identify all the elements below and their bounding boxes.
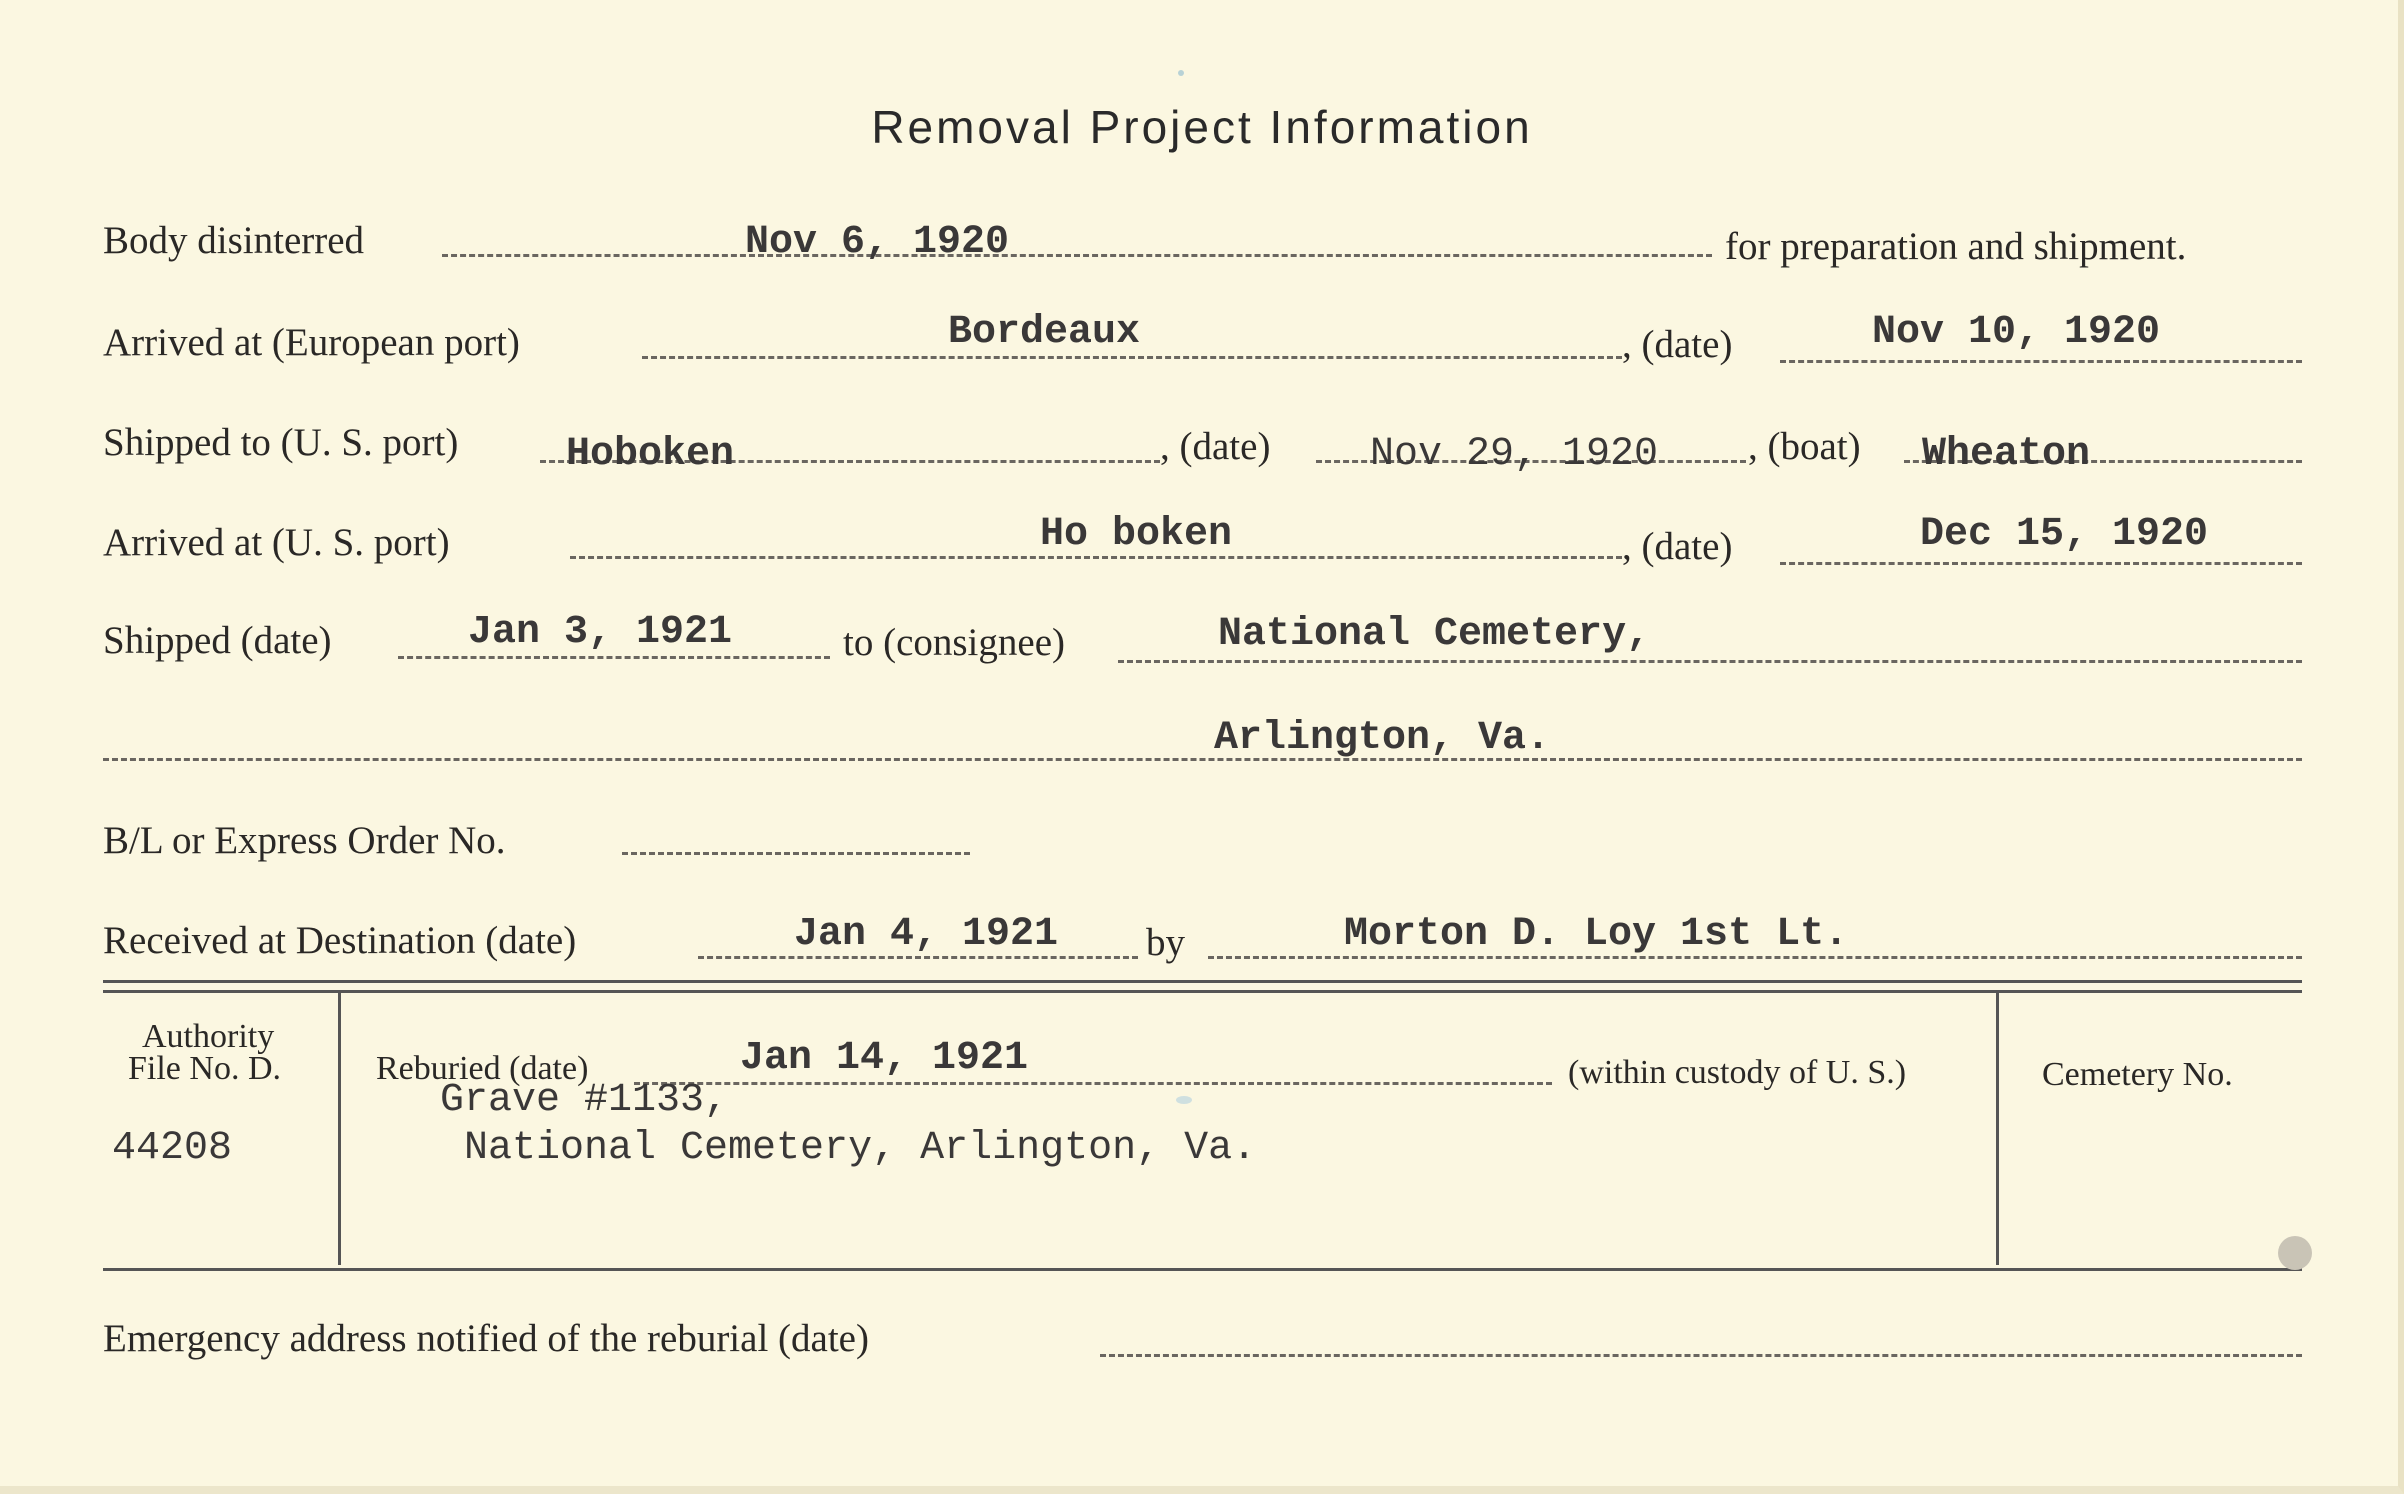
- label-arrived-euro: Arrived at (European port): [103, 321, 520, 364]
- value-reburied-date: Jan 14, 1921: [740, 1036, 1029, 1081]
- value-consignee-line2: Arlington, Va.: [1214, 716, 1551, 761]
- dotted-line: [1780, 562, 2302, 565]
- label-shipped-to: Shipped to (U. S. port): [103, 421, 459, 464]
- column-divider-right: [1996, 993, 1999, 1265]
- value-disinterred-date: Nov 6, 1920: [745, 220, 1010, 265]
- label-euro-date: , (date): [1622, 323, 1733, 366]
- value-received-by: Morton D. Loy 1st Lt.: [1344, 912, 1849, 957]
- column-divider-left: [338, 993, 341, 1265]
- label-boat: , (boat): [1748, 425, 1861, 468]
- value-reburial-place: National Cemetery, Arlington, Va.: [464, 1126, 1257, 1171]
- label-us-date: , (date): [1622, 525, 1733, 568]
- label-reburied: Reburied (date): [376, 1050, 589, 1087]
- label-authority: Authority: [142, 1018, 275, 1055]
- label-file-no: File No. D.: [128, 1050, 281, 1087]
- card-title: Removal Project Information: [871, 101, 1533, 153]
- value-boat: Wheaton: [1922, 432, 2091, 477]
- bottom-divider: [103, 1268, 2302, 1271]
- label-bl-order: B/L or Express Order No.: [103, 819, 506, 862]
- label-body-disinterred: Body disinterred: [103, 219, 365, 262]
- value-us-arrival-date: Dec 15, 1920: [1920, 512, 2209, 557]
- label-shipped-date: Shipped (date): [103, 619, 332, 662]
- dotted-line: [642, 356, 1622, 359]
- dotted-line: [1100, 1354, 2302, 1357]
- dotted-line: [622, 852, 970, 855]
- value-consignee-line1: National Cemetery,: [1218, 612, 1651, 657]
- label-by: by: [1146, 921, 1185, 964]
- value-us-port-shipped: Hoboken: [566, 432, 735, 477]
- value-euro-arrival-date: Nov 10, 1920: [1872, 310, 2161, 355]
- paper-blemish: [2278, 1236, 2312, 1270]
- label-received: Received at Destination (date): [103, 919, 577, 962]
- value-grave: Grave #1133,: [440, 1078, 729, 1123]
- dotted-line: [1118, 660, 2302, 663]
- paper-blemish: [1176, 1096, 1192, 1104]
- value-shipped-date: Nov 29, 1920: [1370, 432, 1659, 477]
- paper-blemish: [1178, 70, 1184, 76]
- label-to-consignee: to (consignee): [843, 621, 1066, 664]
- value-euro-port: Bordeaux: [948, 310, 1141, 355]
- dotted-line: [103, 758, 2302, 761]
- top-divider-2: [103, 990, 2302, 993]
- label-for-preparation: for preparation and shipment.: [1725, 225, 2187, 268]
- label-emergency: Emergency address notified of the reburial (date): [103, 1317, 869, 1360]
- dotted-line: [1780, 360, 2302, 363]
- value-shipped-out-date: Jan 3, 1921: [468, 610, 733, 655]
- label-custody: (within custody of U. S.): [1568, 1054, 1907, 1091]
- dotted-line: [634, 1082, 1552, 1085]
- label-cemetery-no: Cemetery No.: [2042, 1056, 2233, 1093]
- dotted-line: [442, 254, 1712, 257]
- top-divider: [103, 980, 2302, 983]
- value-file-number: 44208: [112, 1126, 233, 1171]
- label-arrived-us: Arrived at (U. S. port): [103, 521, 450, 564]
- dotted-line: [398, 656, 830, 659]
- label-ship-date: , (date): [1160, 425, 1271, 468]
- value-received-date: Jan 4, 1921: [794, 912, 1059, 957]
- value-us-port-arrived: Ho boken: [1040, 512, 1233, 557]
